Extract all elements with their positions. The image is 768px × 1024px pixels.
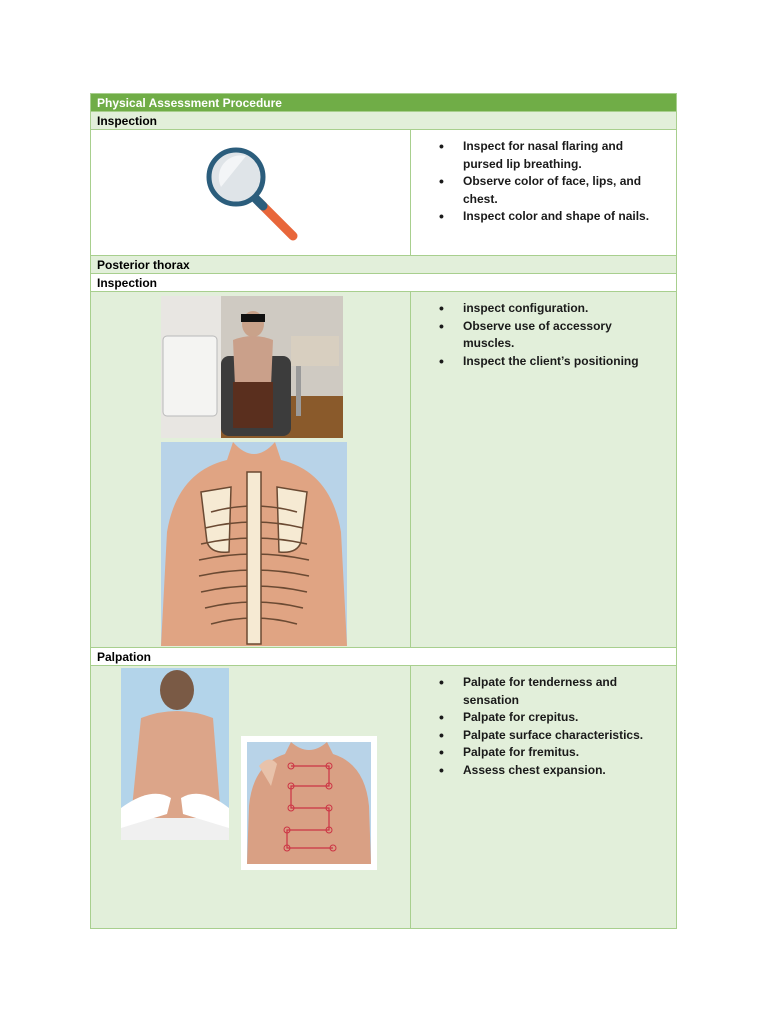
inspection-text-cell (411, 130, 676, 255)
list-item: • inspect configuration. (439, 300, 666, 318)
list-item: • Palpate for tenderness and sensation (439, 674, 666, 709)
section-heading-posterior-thorax: Posterior thorax (91, 256, 676, 274)
list-item: • Palpate for fremitus. (439, 744, 666, 762)
inspection-row (91, 130, 676, 256)
palpation-text-cell (411, 666, 676, 928)
patient-sitting-image (161, 296, 343, 438)
palpation-image-cell (91, 666, 411, 928)
ribcage-back-image (161, 442, 347, 646)
section-heading-inspection-2: Inspection (91, 274, 676, 292)
list-item: • Inspect for nasal flaring and pursed lip breathing. (439, 138, 666, 173)
posterior-text-cell (411, 292, 676, 647)
table-title: Physical Assessment Procedure (91, 94, 676, 112)
assessment-table (90, 93, 677, 929)
fremitus-pattern-image (241, 736, 377, 870)
section-heading-inspection: Inspection (91, 112, 676, 130)
inspection-image-cell (91, 130, 411, 255)
list-item: • Observe use of accessory muscles. (439, 318, 666, 353)
posterior-inspection-row (91, 292, 676, 648)
posterior-image-cell (91, 292, 411, 647)
magnifying-glass-icon (201, 142, 301, 242)
list-item: • Inspect the client’s positioning (439, 353, 666, 371)
palpation-hands-image (121, 668, 229, 840)
section-heading-palpation: Palpation (91, 648, 676, 666)
list-item: • Observe color of face, lips, and chest. (439, 173, 666, 208)
list-item: • Inspect color and shape of nails. (439, 208, 666, 226)
list-item: • Palpate for crepitus. (439, 709, 666, 727)
palpation-row (91, 666, 676, 928)
list-item: • Assess chest expansion. (439, 762, 666, 780)
list-item: • Palpate surface characteristics. (439, 727, 666, 745)
